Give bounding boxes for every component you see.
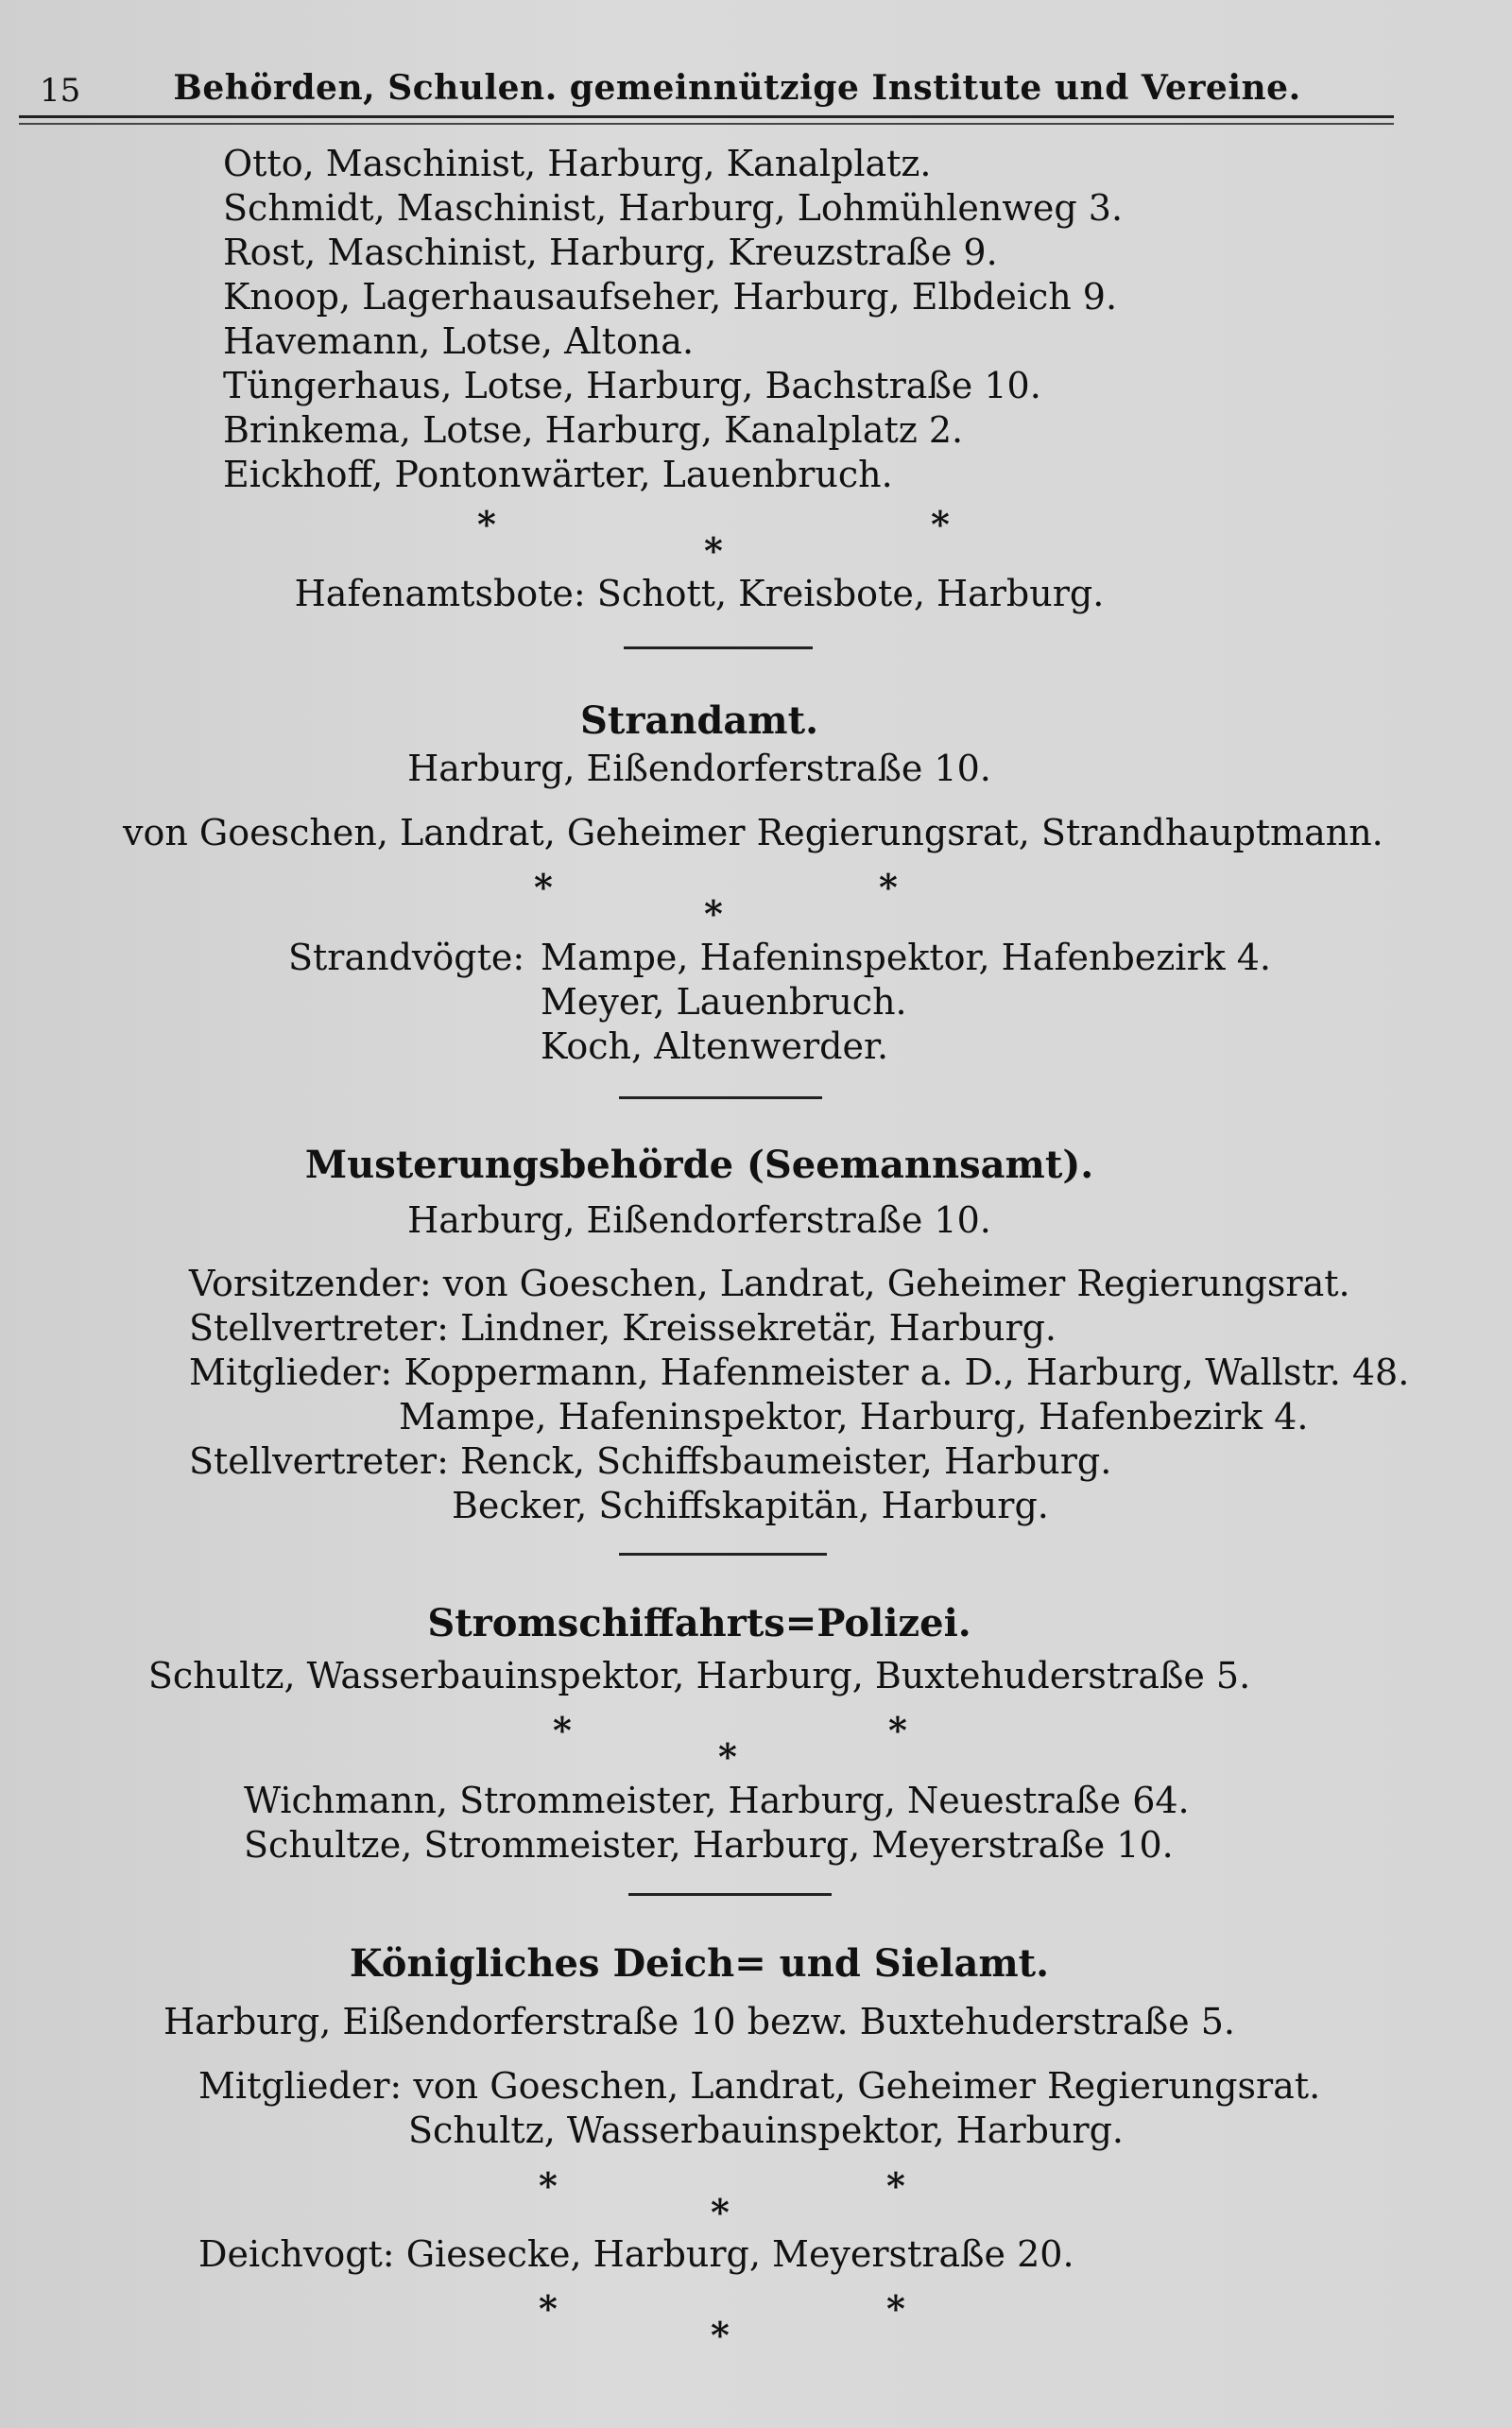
asterism-star: * (539, 2164, 558, 2207)
section-divider (624, 646, 813, 649)
list-item: Knoop, Lagerhausaufseher, Harburg, Elbdeich 9. (223, 276, 1118, 318)
musterung-stellvertreter: Stellvertreter: Lindner, Kreissekretär, Harburg. (189, 1307, 1057, 1349)
strandvogt-entry: Mampe, Hafeninspektor, Hafenbezirk 4. (541, 937, 1271, 978)
asterism-star: * (704, 892, 723, 935)
asterism-star: * (888, 1709, 907, 1751)
deich-mitglied: Schultz, Wasserbauinspektor, Harburg. (408, 2109, 1124, 2151)
section-divider (628, 1893, 832, 1896)
deich-address: Harburg, Eißendorferstraße 10 bezw. Buxtehuderstraße 5. (163, 2001, 1236, 2042)
musterung-stellvertreter: Stellvertreter: Renck, Schiffsbaumeister, Harburg. (189, 1440, 1112, 1482)
section-title-musterung: Musterungsbehörde (Seemannsamt). (304, 1143, 1094, 1187)
list-item: Havemann, Lotse, Altona. (223, 320, 695, 362)
section-title-strom: Stromschiffahrts=Polizei. (427, 1601, 971, 1645)
asterism-star: * (534, 866, 553, 908)
strommeister-entry: Wichmann, Strommeister, Harburg, Neuestraße 64. (244, 1780, 1190, 1821)
asterism-star: * (718, 1735, 737, 1778)
asterism-star: * (704, 529, 723, 572)
asterism-star: * (886, 2287, 905, 2330)
list-item: Brinkema, Lotse, Harburg, Kanalplatz 2. (223, 409, 964, 451)
musterung-stellvertreter-entry: Becker, Schiffskapitän, Harburg. (452, 1485, 1049, 1526)
list-item: Schmidt, Maschinist, Harburg, Lohmühlenweg 3. (223, 187, 1124, 229)
page-number: 15 (40, 72, 81, 110)
asterism-star: * (879, 866, 898, 908)
section-title-deich: Königliches Deich= und Sielamt. (349, 1941, 1050, 1986)
list-item: Eickhoff, Pontonwärter, Lauenbruch. (223, 454, 893, 495)
section-divider (619, 1553, 827, 1556)
strandamt-address: Harburg, Eißendorferstraße 10. (407, 748, 991, 789)
musterung-vorsitzender: Vorsitzender: von Goeschen, Landrat, Geheimer Regierungsrat. (189, 1263, 1350, 1304)
strandvogt-entry: Koch, Altenwerder. (541, 1025, 889, 1067)
musterung-address: Harburg, Eißendorferstraße 10. (407, 1199, 991, 1241)
list-item: Rost, Maschinist, Harburg, Kreuzstraße 9. (223, 232, 998, 273)
section-title-strandamt: Strandamt. (579, 698, 819, 743)
asterism-star: * (886, 2164, 905, 2207)
asterism-star: * (553, 1709, 572, 1751)
strommeister-entry: Schultze, Strommeister, Harburg, Meyerstraße 10. (244, 1824, 1174, 1866)
list-item: Otto, Maschinist, Harburg, Kanalplatz. (223, 143, 932, 184)
running-header: Behörden, Schulen. gemeinnützige Institute und Vereine. (173, 68, 1301, 108)
asterism-star: * (539, 2287, 558, 2330)
section-divider (619, 1096, 822, 1099)
strandvoegte-label: Strandvögte: (288, 937, 525, 978)
asterism-star: * (931, 503, 950, 545)
strandamt-head: von Goeschen, Landrat, Geheimer Regierungsrat, Strandhauptmann. (123, 812, 1383, 853)
asterism-star: * (477, 503, 496, 545)
musterung-mitglieder: Mitglieder: Koppermann, Hafenmeister a. D., Harburg, Wallstr. 48. (189, 1352, 1410, 1393)
list-item: Tüngerhaus, Lotse, Harburg, Bachstraße 10. (223, 365, 1041, 406)
asterism-star: * (711, 2314, 730, 2356)
strandvogt-entry: Meyer, Lauenbruch. (541, 981, 907, 1023)
deichvogt-line: Deichvogt: Giesecke, Harburg, Meyerstraße 20. (198, 2233, 1074, 2275)
hafenamtsbote-line: Hafenamtsbote: Schott, Kreisbote, Harburg. (294, 573, 1105, 614)
musterung-mitglied: Mampe, Hafeninspektor, Harburg, Hafenbezirk 4. (399, 1396, 1309, 1438)
strom-head: Schultz, Wasserbauinspektor, Harburg, Buxtehuderstraße 5. (147, 1655, 1251, 1696)
deich-mitglieder: Mitglieder: von Goeschen, Landrat, Geheimer Regierungsrat. (198, 2065, 1321, 2107)
header-rule-thin (19, 123, 1394, 125)
asterism-star: * (711, 2191, 730, 2233)
header-rule (19, 115, 1394, 118)
